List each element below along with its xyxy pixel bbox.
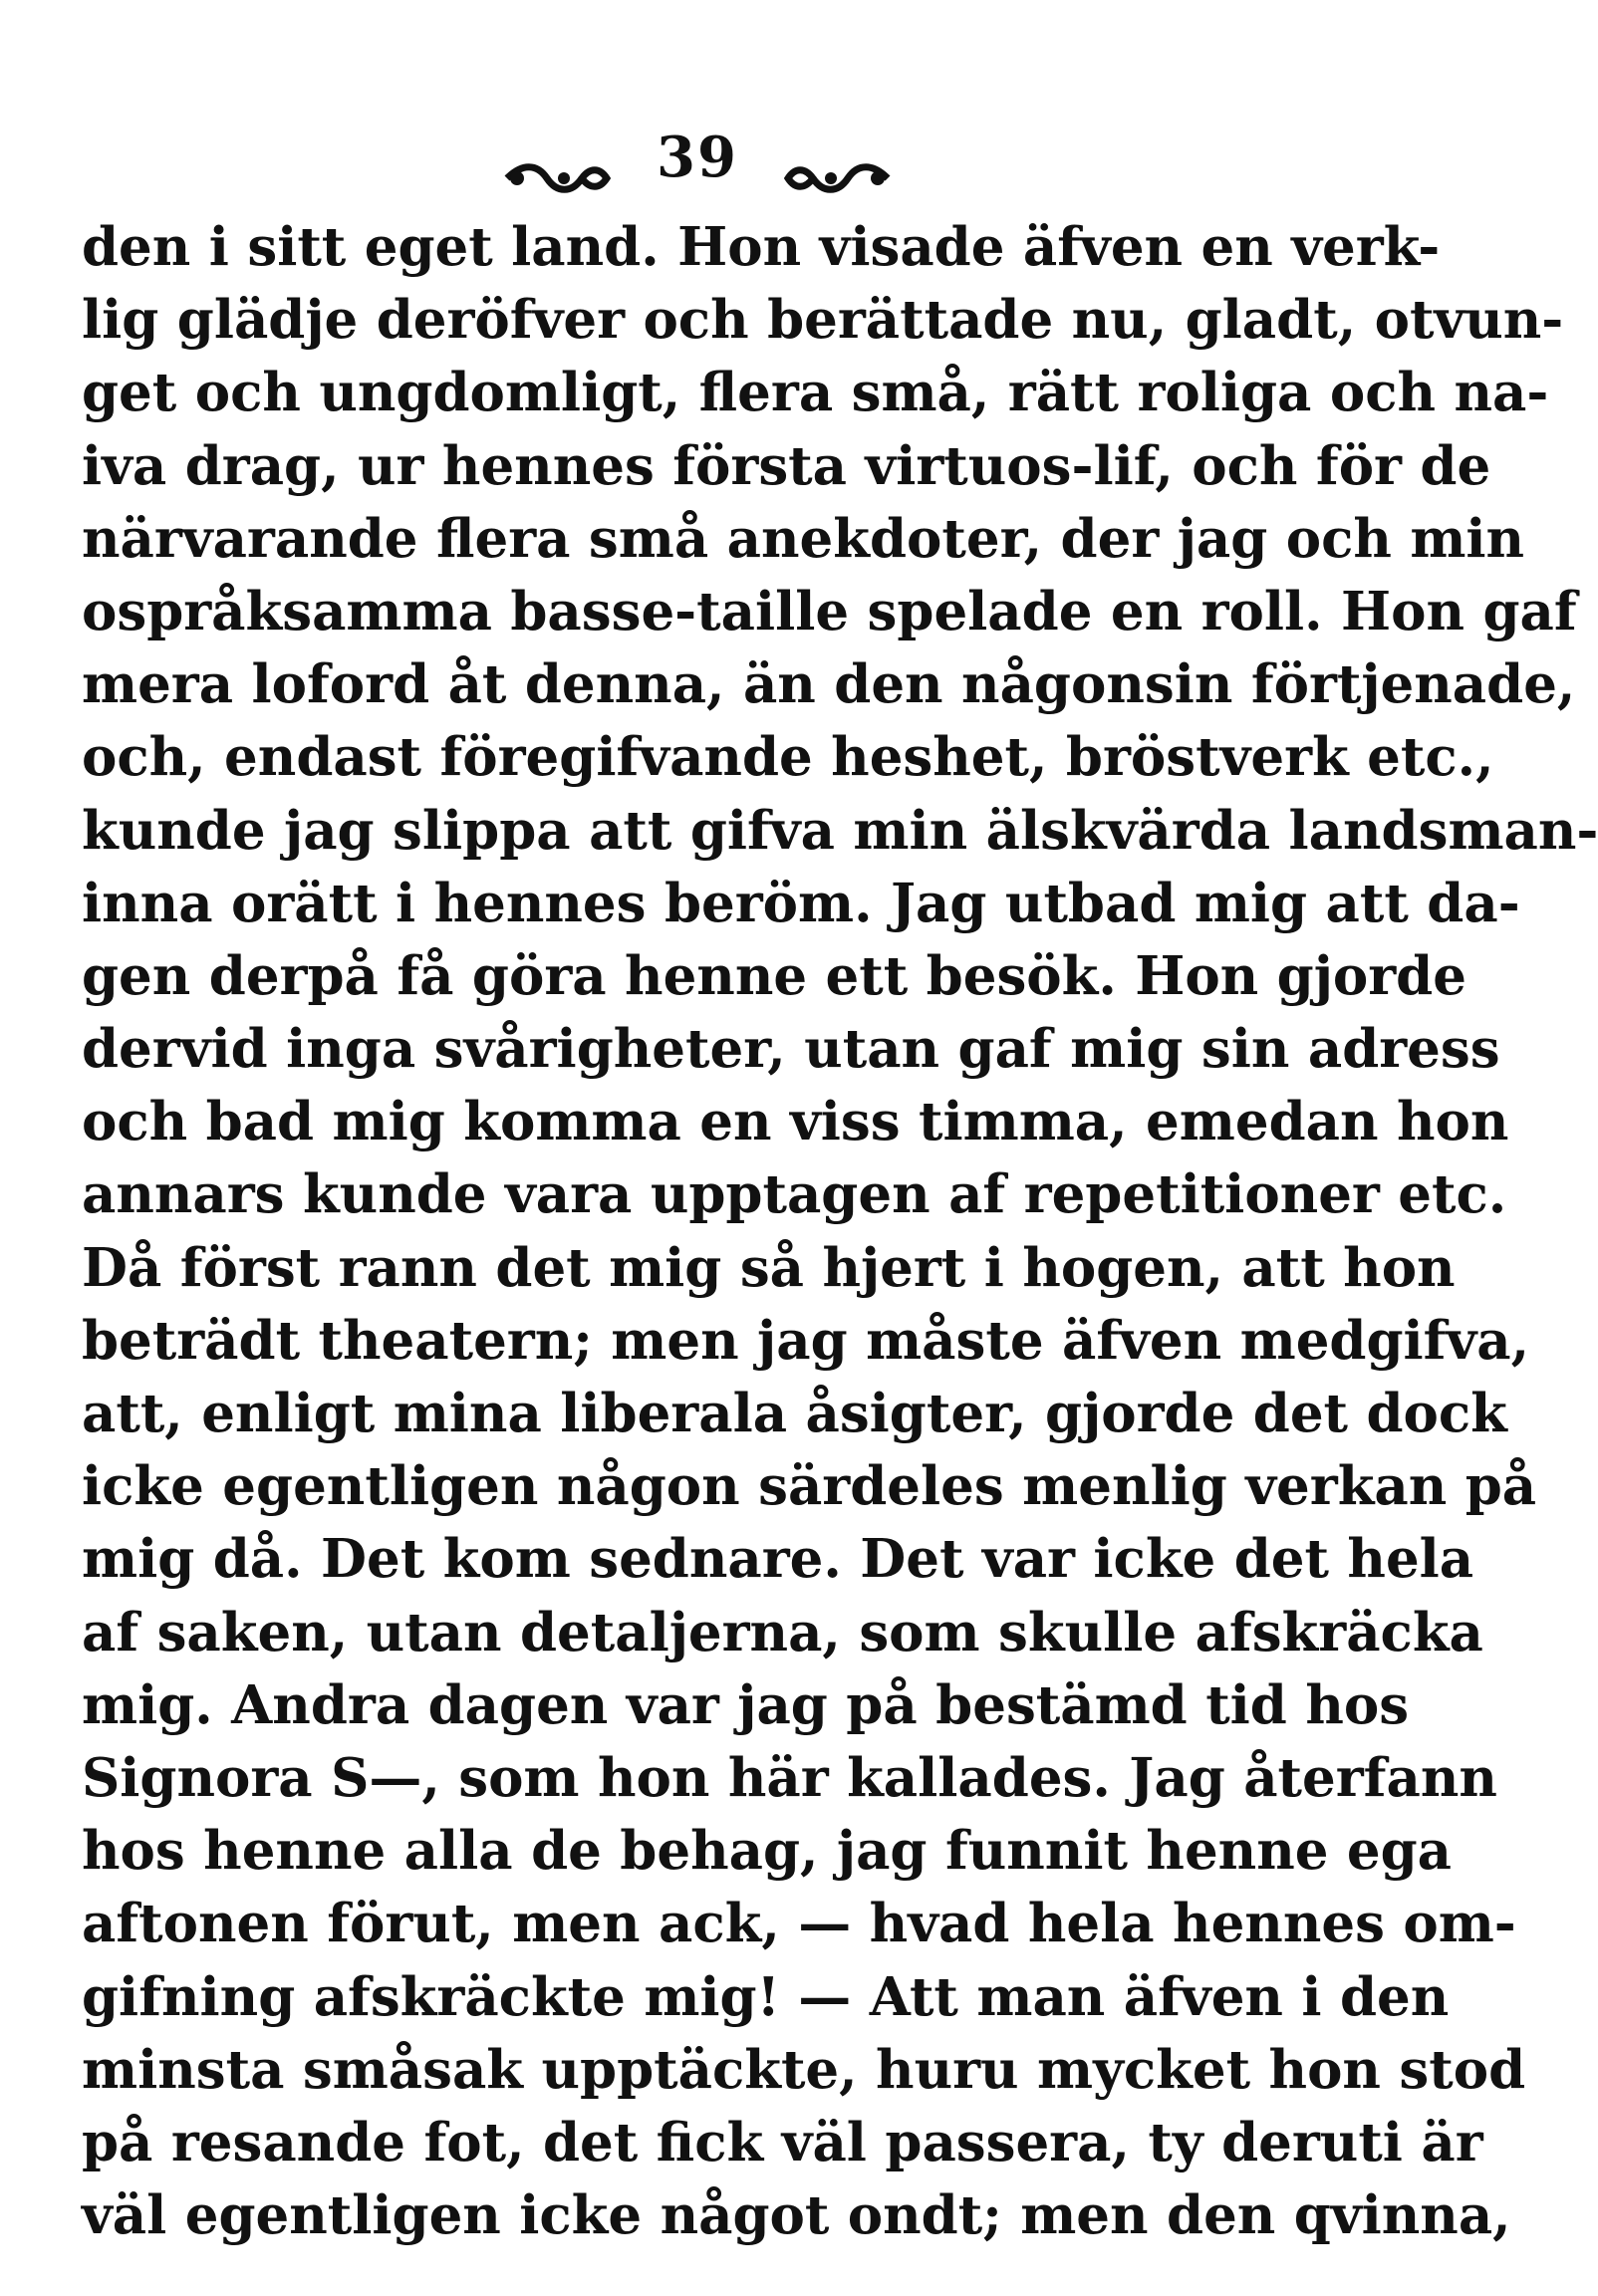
text-line: mig då. Det kom sednare. Det var icke det hela — [82, 1528, 1474, 1591]
text-line: mig. Andra dagen var jag på bestämd tid hos — [82, 1673, 1410, 1736]
text-line: aftonen förut, men ack, — hvad hela hennes om- — [82, 1893, 1516, 1955]
text-line: den i sitt eget land. Hon visade äfven en verk- — [82, 216, 1441, 278]
text-line: kunde jag slippa att gifva min älskvärda landsman- — [82, 799, 1598, 862]
text-line: och bad mig komma en viss timma, emedan hon — [82, 1091, 1509, 1153]
left-ornament-icon — [502, 140, 612, 174]
body-text — [82, 211, 1598, 2252]
page-number: 39 — [657, 125, 738, 191]
text-line: att, enligt mina liberala åsigter, gjorde det dock — [82, 1383, 1507, 1444]
text-line: Signora S—, som hon här kallades. Jag återfann — [82, 1746, 1497, 1809]
text-line: beträdt theatern; men jag måste äfven medgifva, — [82, 1309, 1530, 1372]
text-line: minsta småsak upptäckte, huru mycket hon stod — [82, 2038, 1526, 2101]
text-line: dervid inga svårigheter, utan gaf mig sin adress — [82, 1018, 1500, 1081]
page-header — [0, 118, 1395, 193]
text-line: annars kunde vara upptagen af repetitioner etc. — [82, 1163, 1507, 1226]
text-line: iva drag, ur hennes första virtuos-lif, och för de — [82, 434, 1491, 497]
text-line: närvarande flera små anekdoter, der jag och min — [82, 507, 1525, 570]
text-line: gen derpå få göra henne ett besök. Hon gjorde — [82, 944, 1466, 1007]
text-line: hos henne alla de behag, jag funnit henne ega — [82, 1820, 1453, 1883]
text-line: inna orätt i hennes beröm. Jag utbad mig att da- — [82, 872, 1520, 934]
text-line: och, endast föregifvande heshet, bröstverk etc., — [82, 726, 1494, 789]
text-line: väl egentligen icke något ondt; men den qvinna, — [82, 2184, 1511, 2247]
text-line: mera loford åt denna, än den någonsin förtjenade, — [82, 653, 1576, 716]
text-line: gifning afskräckte mig! — Att man äfven i den — [82, 1965, 1450, 2028]
text-line: Då först rann det mig så hjert i hogen, att hon — [82, 1236, 1456, 1299]
text-line: lig glädje deröfver och berättade nu, gladt, otvun- — [82, 289, 1564, 352]
text-line: på resande fot, det fick väl passera, ty deruti är — [82, 2111, 1483, 2173]
text-line: get och ungdomligt, flera små, rätt roliga och na- — [82, 362, 1549, 424]
right-ornament-icon — [783, 140, 893, 174]
text-line: ospråksamma basse-taille spelade en roll. Hon gaf — [82, 580, 1577, 642]
text-line: icke egentligen någon särdeles menlig verkan på — [82, 1455, 1537, 1518]
text-line: af saken, utan detaljerna, som skulle afskräcka — [82, 1601, 1483, 1663]
